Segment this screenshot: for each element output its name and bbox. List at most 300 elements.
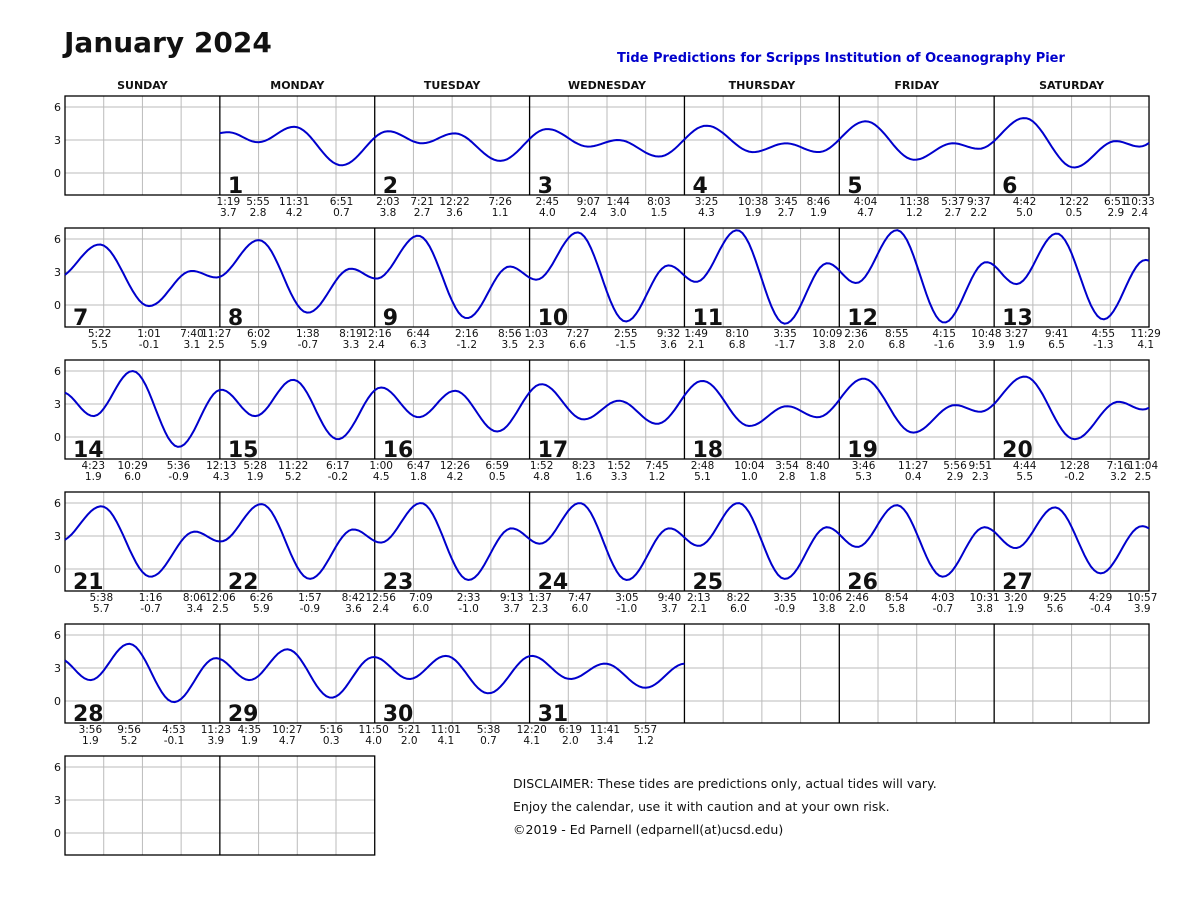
tide-height-label: -1.6 bbox=[933, 339, 955, 351]
tide-time-label: 9:40 bbox=[657, 592, 682, 604]
tide-time-label: 11:31 bbox=[279, 196, 310, 208]
tide-height-label: 6.8 bbox=[728, 339, 746, 351]
tide-time-label: 3:35 bbox=[773, 328, 797, 340]
tide-height-label: 2.0 bbox=[561, 735, 579, 747]
tide-height-label: 3.7 bbox=[503, 603, 520, 615]
tide-height-label: -0.7 bbox=[140, 603, 161, 615]
tide-time-label: 7:16 bbox=[1106, 460, 1131, 472]
tide-height-label: 2.4 bbox=[368, 339, 385, 351]
tide-height-label: 6.3 bbox=[409, 339, 427, 351]
tide-height-label: 2.9 bbox=[946, 471, 964, 483]
tide-height-label: 3.9 bbox=[207, 735, 225, 747]
day-number: 10 bbox=[537, 306, 569, 331]
tide-height-label: 2.4 bbox=[372, 603, 390, 615]
tide-height-label: -1.0 bbox=[616, 603, 638, 615]
tide-time-label: 3:25 bbox=[694, 196, 719, 208]
chart-subtitle: Tide Predictions for Scripps Institution of Oceanography Pier bbox=[617, 51, 1065, 66]
tide-height-label: -1.0 bbox=[458, 603, 479, 615]
tide-time-label: 5:28 bbox=[243, 460, 267, 472]
day-cell bbox=[73, 702, 231, 747]
caution-text: Enjoy the calendar, use it with caution and at your own risk. bbox=[513, 799, 890, 814]
day-cell bbox=[205, 570, 365, 615]
day-cell bbox=[376, 174, 512, 219]
tide-height-label: 1.9 bbox=[1007, 603, 1025, 615]
tide-time-label: 9:37 bbox=[966, 196, 991, 208]
tide-height-label: 5.5 bbox=[1016, 471, 1034, 483]
day-number: 18 bbox=[692, 438, 724, 463]
weekday-header: FRIDAY bbox=[894, 79, 940, 92]
tide-height-label: 2.5 bbox=[212, 603, 229, 615]
tide-time-label: 4:03 bbox=[931, 592, 955, 604]
tide-time-label: 12:22 bbox=[1058, 196, 1090, 208]
tide-time-label: 11:04 bbox=[1127, 460, 1159, 472]
tide-height-label: 2.0 bbox=[847, 339, 865, 351]
tide-height-label: 3.1 bbox=[183, 339, 201, 351]
tide-height-label: 2.1 bbox=[687, 339, 705, 351]
y-tick-label: 0 bbox=[54, 167, 61, 180]
tide-height-label: 2.0 bbox=[848, 603, 866, 615]
tide-height-label: 3.6 bbox=[345, 603, 362, 615]
tide-height-label: 5.2 bbox=[120, 735, 138, 747]
tide-time-label: 2:13 bbox=[686, 592, 711, 604]
tide-height-label: 1.2 bbox=[648, 471, 666, 483]
tide-time-label: 10:04 bbox=[734, 460, 765, 472]
tide-height-label: -0.1 bbox=[163, 735, 185, 747]
tide-time-label: 3:05 bbox=[615, 592, 639, 604]
tide-height-label: 1.5 bbox=[650, 207, 668, 219]
tide-time-label: 5:38 bbox=[476, 724, 501, 736]
week-row bbox=[54, 360, 1149, 459]
y-tick-label: 6 bbox=[54, 365, 61, 378]
tide-time-label: 5:57 bbox=[633, 724, 658, 736]
tide-time-label: 8:40 bbox=[805, 460, 830, 472]
tide-time-label: 9:32 bbox=[656, 328, 681, 340]
tide-time-label: 1:38 bbox=[296, 328, 320, 340]
tide-time-label: 10:57 bbox=[1127, 592, 1158, 604]
tide-height-label: 1.9 bbox=[84, 471, 102, 483]
weekday-header: THURSDAY bbox=[728, 79, 796, 92]
day-number: 3 bbox=[537, 174, 553, 199]
tide-time-label: 7:21 bbox=[410, 196, 434, 208]
tide-time-label: 2:36 bbox=[844, 328, 868, 340]
tide-height-label: 0.7 bbox=[480, 735, 497, 747]
tide-height-label: -0.2 bbox=[327, 471, 349, 483]
tide-time-label: 8:55 bbox=[885, 328, 909, 340]
day-cell bbox=[847, 438, 992, 483]
tide-time-label: 4:35 bbox=[237, 724, 262, 736]
day-cell bbox=[528, 570, 681, 615]
tide-height-label: 2.2 bbox=[970, 207, 988, 219]
day-number: 9 bbox=[382, 306, 399, 331]
tide-height-label: 1.1 bbox=[491, 207, 509, 219]
tide-height-label: 3.7 bbox=[220, 207, 237, 219]
tide-time-label: 7:26 bbox=[488, 196, 512, 208]
tide-time-label: 6:51 bbox=[329, 196, 354, 208]
tide-time-label: 4:42 bbox=[1012, 196, 1037, 208]
day-number: 19 bbox=[847, 438, 878, 463]
tide-height-label: 3.3 bbox=[610, 471, 628, 483]
tide-height-label: 3.5 bbox=[501, 339, 519, 351]
tide-time-label: 1:01 bbox=[137, 328, 161, 340]
tide-height-label: -0.7 bbox=[297, 339, 319, 351]
tide-height-label: 6.5 bbox=[1048, 339, 1065, 351]
tide-time-label: 9:41 bbox=[1044, 328, 1069, 340]
tide-height-label: -1.7 bbox=[774, 339, 796, 351]
tide-time-label: 6:19 bbox=[558, 724, 583, 736]
tide-height-label: 5.7 bbox=[92, 603, 110, 615]
tide-time-label: 8:03 bbox=[647, 196, 671, 208]
tide-height-label: 3.4 bbox=[596, 735, 614, 747]
weekday-header: TUESDAY bbox=[423, 79, 481, 92]
tide-time-label: 11:50 bbox=[358, 724, 389, 736]
week-row bbox=[54, 228, 1149, 327]
tide-height-label: 6.0 bbox=[730, 603, 747, 615]
tide-time-label: 4:04 bbox=[853, 196, 878, 208]
tide-time-label: 10:33 bbox=[1124, 196, 1155, 208]
y-tick-label: 0 bbox=[54, 695, 61, 708]
tide-height-label: 3.8 bbox=[819, 339, 836, 351]
tide-time-label: 11:01 bbox=[430, 724, 461, 736]
tide-time-label: 4:15 bbox=[932, 328, 956, 340]
tide-time-label: 11:41 bbox=[589, 724, 621, 736]
y-tick-label: 3 bbox=[54, 662, 61, 675]
tide-time-label: 3:27 bbox=[1004, 328, 1029, 340]
day-number: 8 bbox=[227, 306, 244, 331]
y-tick-label: 3 bbox=[54, 794, 61, 807]
tide-height-label: -0.9 bbox=[299, 603, 321, 615]
day-number: 7 bbox=[73, 306, 89, 331]
tide-time-label: 4:29 bbox=[1088, 592, 1113, 604]
tide-time-label: 11:27 bbox=[898, 460, 929, 472]
y-tick-label: 6 bbox=[54, 497, 61, 510]
tide-time-label: 12:22 bbox=[439, 196, 470, 208]
tide-height-label: 2.5 bbox=[207, 339, 225, 351]
tide-time-label: 6:02 bbox=[246, 328, 271, 340]
tide-height-label: -0.9 bbox=[774, 603, 796, 615]
tide-time-label: 9:07 bbox=[576, 196, 601, 208]
tide-height-label: 2.8 bbox=[778, 471, 796, 483]
tide-time-label: 2:16 bbox=[454, 328, 479, 340]
day-cell bbox=[73, 570, 207, 615]
tide-time-label: 5:22 bbox=[87, 328, 112, 340]
tide-height-label: 3.2 bbox=[1110, 471, 1127, 483]
tide-time-label: 10:06 bbox=[811, 592, 843, 604]
tide-height-label: 5.9 bbox=[250, 339, 268, 351]
tide-time-label: 11:23 bbox=[200, 724, 232, 736]
tide-time-label: 11:38 bbox=[899, 196, 930, 208]
day-number: 5 bbox=[847, 174, 863, 199]
tide-height-label: 4.5 bbox=[372, 471, 390, 483]
tide-time-label: 1:57 bbox=[298, 592, 322, 604]
tide-height-label: -1.5 bbox=[615, 339, 637, 351]
tide-time-label: 4:53 bbox=[162, 724, 186, 736]
day-cell bbox=[217, 174, 354, 219]
tide-time-label: 6:44 bbox=[406, 328, 430, 340]
tide-time-label: 4:55 bbox=[1091, 328, 1116, 340]
day-cell bbox=[845, 570, 999, 615]
week-row bbox=[54, 492, 1149, 591]
tide-height-label: 3.0 bbox=[609, 207, 627, 219]
tide-time-label: 9:13 bbox=[499, 592, 524, 604]
tide-time-label: 2:33 bbox=[456, 592, 481, 604]
tide-time-label: 1:03 bbox=[524, 328, 549, 340]
tide-time-label: 1:52 bbox=[607, 460, 631, 472]
tide-time-label: 5:36 bbox=[166, 460, 191, 472]
tide-time-label: 9:51 bbox=[968, 460, 993, 472]
day-number: 29 bbox=[227, 702, 259, 727]
tide-height-label: 3.7 bbox=[661, 603, 678, 615]
day-cell bbox=[684, 306, 842, 351]
tide-time-label: 7:09 bbox=[409, 592, 433, 604]
tide-time-label: 1:52 bbox=[529, 460, 554, 472]
tide-height-label: 4.1 bbox=[437, 735, 455, 747]
tide-height-label: 1.0 bbox=[741, 471, 758, 483]
tide-height-label: 1.9 bbox=[810, 207, 827, 219]
day-number: 25 bbox=[692, 570, 724, 595]
tide-height-label: 4.2 bbox=[446, 471, 464, 483]
tide-time-label: 10:27 bbox=[272, 724, 303, 736]
tide-time-label: 12:56 bbox=[365, 592, 396, 604]
day-number: 14 bbox=[73, 438, 104, 463]
day-cell bbox=[366, 570, 524, 615]
tide-height-label: 5.0 bbox=[1016, 207, 1033, 219]
tide-time-label: 1:49 bbox=[684, 328, 708, 340]
tide-height-label: 2.3 bbox=[531, 603, 549, 615]
day-cell bbox=[1002, 174, 1155, 219]
day-cell bbox=[1002, 570, 1157, 615]
day-number: 30 bbox=[382, 702, 414, 727]
copyright-text: ©2019 - Ed Parnell (edparnell(at)ucsd.edu) bbox=[513, 822, 784, 837]
tide-time-label: 8:19 bbox=[339, 328, 363, 340]
day-cell bbox=[530, 438, 669, 483]
tide-height-label: 3.4 bbox=[186, 603, 204, 615]
y-tick-label: 6 bbox=[54, 629, 61, 642]
tide-height-label: 1.9 bbox=[82, 735, 99, 747]
tide-time-label: 8:06 bbox=[182, 592, 207, 604]
day-number: 26 bbox=[847, 570, 878, 595]
tide-height-label: -1.3 bbox=[1093, 339, 1114, 351]
page-title: January 2024 bbox=[64, 26, 272, 59]
day-number: 17 bbox=[537, 438, 569, 463]
weekday-header: MONDAY bbox=[270, 79, 325, 92]
tide-time-label: 3:46 bbox=[851, 460, 876, 472]
day-cell bbox=[517, 702, 658, 747]
tide-time-label: 9:56 bbox=[117, 724, 141, 736]
tide-height-label: 1.9 bbox=[246, 471, 264, 483]
day-number: 20 bbox=[1002, 438, 1033, 463]
day-number: 12 bbox=[847, 306, 878, 331]
day-cell bbox=[383, 702, 501, 747]
tide-time-label: 2:48 bbox=[690, 460, 715, 472]
y-tick-label: 3 bbox=[54, 134, 61, 147]
day-cell bbox=[361, 306, 522, 351]
tide-time-label: 12:20 bbox=[516, 724, 547, 736]
y-tick-label: 6 bbox=[54, 233, 61, 246]
tide-time-label: 3:35 bbox=[773, 592, 797, 604]
tide-height-label: 6.6 bbox=[569, 339, 587, 351]
day-number: 15 bbox=[227, 438, 259, 463]
day-number: 21 bbox=[73, 570, 104, 595]
tide-time-label: 8:56 bbox=[497, 328, 522, 340]
tide-height-label: -1.2 bbox=[456, 339, 478, 351]
weekday-header: SUNDAY bbox=[117, 79, 168, 92]
tide-height-label: 3.8 bbox=[976, 603, 993, 615]
tide-time-label: 7:40 bbox=[180, 328, 204, 340]
tide-time-label: 11:22 bbox=[278, 460, 309, 472]
notes-block bbox=[513, 772, 937, 841]
day-cell bbox=[536, 174, 671, 219]
tide-time-label: 10:38 bbox=[737, 196, 769, 208]
tide-height-label: 0.4 bbox=[904, 471, 922, 483]
tide-height-label: 1.8 bbox=[410, 471, 427, 483]
tide-time-label: 1:19 bbox=[216, 196, 241, 208]
day-number: 2 bbox=[382, 174, 399, 199]
day-cell bbox=[525, 306, 681, 351]
tide-height-label: 0.5 bbox=[1065, 207, 1083, 219]
tide-height-label: 4.3 bbox=[212, 471, 230, 483]
tide-time-label: 5:38 bbox=[89, 592, 114, 604]
tide-height-label: 0.7 bbox=[333, 207, 350, 219]
tide-time-label: 2:03 bbox=[376, 196, 400, 208]
tide-time-label: 11:27 bbox=[201, 328, 232, 340]
tide-time-label: 2:55 bbox=[614, 328, 638, 340]
week-row bbox=[54, 756, 375, 855]
day-cell bbox=[228, 306, 363, 351]
tide-time-label: 2:46 bbox=[845, 592, 869, 604]
weekday-header: SATURDAY bbox=[1039, 79, 1105, 92]
tide-height-label: 2.7 bbox=[413, 207, 431, 219]
tide-height-label: 3.8 bbox=[379, 207, 397, 219]
tide-height-label: 0.5 bbox=[488, 471, 506, 483]
tide-height-label: 4.1 bbox=[1137, 339, 1155, 351]
day-cell bbox=[206, 438, 350, 483]
y-tick-label: 0 bbox=[54, 827, 61, 840]
tide-time-label: 10:29 bbox=[117, 460, 148, 472]
tide-height-label: 2.3 bbox=[971, 471, 989, 483]
day-number: 27 bbox=[1002, 570, 1033, 595]
tide-height-label: 2.0 bbox=[400, 735, 418, 747]
tide-height-label: 2.3 bbox=[528, 339, 545, 351]
tide-height-label: 3.8 bbox=[818, 603, 836, 615]
tide-time-label: 8:23 bbox=[571, 460, 596, 472]
day-cell bbox=[844, 306, 1001, 351]
tide-height-label: 5.9 bbox=[253, 603, 270, 615]
day-number: 22 bbox=[227, 570, 259, 595]
tide-time-label: 8:46 bbox=[806, 196, 831, 208]
tide-height-label: 6.0 bbox=[124, 471, 141, 483]
tide-height-label: 5.2 bbox=[284, 471, 302, 483]
tide-time-label: 7:27 bbox=[565, 328, 590, 340]
tide-height-label: 1.2 bbox=[906, 207, 923, 219]
tide-height-label: 3.9 bbox=[1133, 603, 1151, 615]
tide-time-label: 3:54 bbox=[775, 460, 799, 472]
tide-time-label: 5:16 bbox=[319, 724, 344, 736]
day-cell bbox=[847, 174, 990, 219]
tide-height-label: 1.9 bbox=[744, 207, 762, 219]
tide-time-label: 8:54 bbox=[884, 592, 909, 604]
tide-height-label: -0.9 bbox=[168, 471, 189, 483]
tide-time-label: 6:59 bbox=[485, 460, 510, 472]
tide-time-label: 6:47 bbox=[406, 460, 431, 472]
tide-height-label: -0.4 bbox=[1090, 603, 1111, 615]
tide-time-label: 3:56 bbox=[78, 724, 103, 736]
day-cell bbox=[228, 702, 389, 747]
tide-time-label: 5:21 bbox=[397, 724, 422, 736]
tide-height-label: 2.4 bbox=[580, 207, 597, 219]
day-cell bbox=[691, 438, 830, 483]
tide-height-label: 4.7 bbox=[278, 735, 296, 747]
tide-time-label: 10:31 bbox=[969, 592, 1000, 604]
tide-height-label: 6.0 bbox=[412, 603, 430, 615]
tide-height-label: -0.2 bbox=[1064, 471, 1085, 483]
tide-height-label: 1.8 bbox=[809, 471, 827, 483]
tide-height-label: -0.1 bbox=[138, 339, 160, 351]
tide-time-label: 2:45 bbox=[535, 196, 560, 208]
tide-height-label: 4.3 bbox=[698, 207, 715, 219]
tide-height-label: 5.8 bbox=[888, 603, 906, 615]
tide-time-label: 10:09 bbox=[812, 328, 843, 340]
tide-time-label: 1:00 bbox=[369, 460, 393, 472]
tide-time-label: 1:16 bbox=[138, 592, 163, 604]
tide-height-label: -0.7 bbox=[932, 603, 954, 615]
tide-height-label: 5.5 bbox=[91, 339, 108, 351]
tide-height-label: 2.7 bbox=[944, 207, 962, 219]
y-tick-label: 6 bbox=[54, 101, 61, 114]
disclaimer-text: DISCLAIMER: These tides are predictions only, actual tides will vary. bbox=[513, 776, 937, 791]
tide-height-label: 4.2 bbox=[285, 207, 303, 219]
tide-height-label: 6.0 bbox=[571, 603, 589, 615]
week-row bbox=[54, 624, 1149, 723]
tide-height-label: 2.9 bbox=[1107, 207, 1125, 219]
tide-time-label: 1:37 bbox=[528, 592, 552, 604]
tide-time-label: 12:28 bbox=[1059, 460, 1090, 472]
tide-height-label: 6.8 bbox=[888, 339, 906, 351]
tide-height-label: 1.6 bbox=[575, 471, 593, 483]
day-number: 4 bbox=[692, 174, 708, 199]
tide-time-label: 12:26 bbox=[439, 460, 471, 472]
tide-height-label: 2.5 bbox=[1134, 471, 1152, 483]
day-number: 6 bbox=[1002, 174, 1018, 199]
tide-time-label: 5:56 bbox=[943, 460, 967, 472]
tide-time-label: 8:10 bbox=[725, 328, 749, 340]
y-tick-label: 3 bbox=[54, 266, 61, 279]
day-cell bbox=[73, 306, 231, 351]
tide-height-label: 2.1 bbox=[690, 603, 708, 615]
day-number: 24 bbox=[537, 570, 569, 595]
tide-height-label: 5.6 bbox=[1046, 603, 1064, 615]
tide-time-label: 8:42 bbox=[341, 592, 366, 604]
tide-time-label: 6:26 bbox=[249, 592, 274, 604]
tide-height-label: 2.7 bbox=[777, 207, 795, 219]
y-tick-label: 0 bbox=[54, 431, 61, 444]
tide-time-label: 3:45 bbox=[774, 196, 798, 208]
tide-time-label: 7:47 bbox=[568, 592, 592, 604]
y-tick-label: 0 bbox=[54, 299, 61, 312]
day-cell bbox=[687, 570, 843, 615]
tide-time-label: 6:51 bbox=[1103, 196, 1128, 208]
day-cell bbox=[369, 438, 509, 483]
tide-time-label: 5:37 bbox=[941, 196, 965, 208]
day-number: 11 bbox=[692, 306, 724, 331]
tide-time-label: 10:48 bbox=[971, 328, 1002, 340]
day-cell bbox=[1002, 306, 1161, 351]
tide-height-label: 2.4 bbox=[1131, 207, 1149, 219]
tide-height-label: 1.9 bbox=[1008, 339, 1025, 351]
tide-height-label: 4.0 bbox=[538, 207, 556, 219]
tide-time-label: 4:44 bbox=[1012, 460, 1037, 472]
tide-height-label: 3.9 bbox=[978, 339, 995, 351]
weekday-header: WEDNESDAY bbox=[568, 79, 647, 92]
